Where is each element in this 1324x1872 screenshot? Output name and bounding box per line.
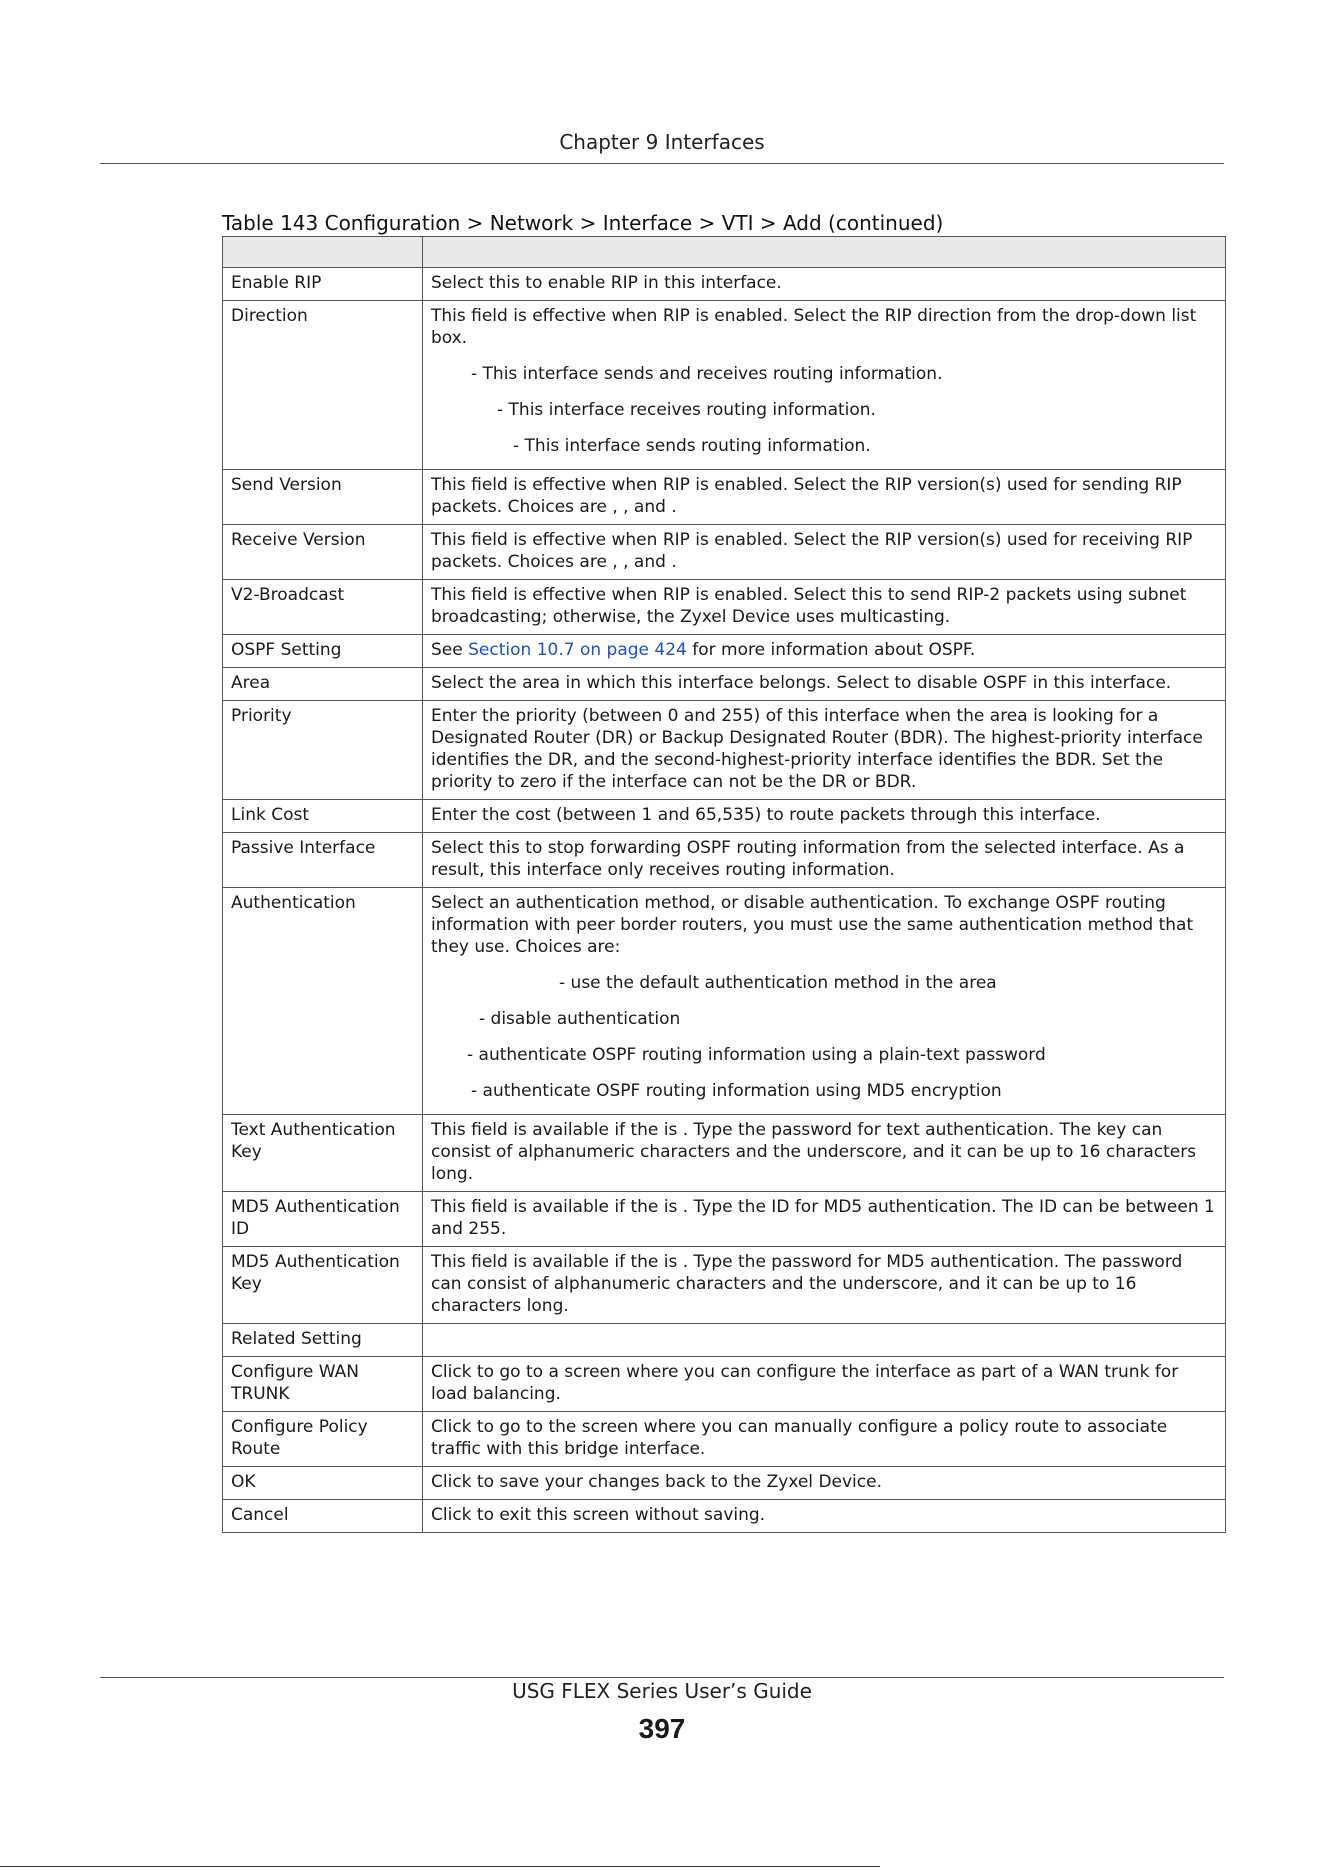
section-link[interactable]: Section 10.7 on page 424 [468, 640, 687, 660]
table-row [223, 1247, 1226, 1324]
row-description: This field is effective when RIP is enabled. Select this to send RIP-2 packets using subnet broadcasting; otherwise, the Zyxel Device uses multicasting. [423, 580, 1226, 635]
row-label: Cancel [223, 1500, 423, 1533]
row-label: Area [223, 668, 423, 701]
table-row [223, 470, 1226, 525]
row-description: This field is effective when RIP is enabled. Select the RIP version(s) used for sending RIP packets. Choices are , , and . [423, 470, 1226, 525]
chapter-header: Chapter 9 Interfaces [559, 130, 765, 154]
table-row [223, 800, 1226, 833]
row-label: Text Authentication Key [223, 1115, 423, 1192]
option-text: - This interface sends routing information. [513, 436, 871, 456]
row-label: Configure Policy Route [223, 1412, 423, 1467]
row-description [423, 1324, 1226, 1357]
option-text: - This interface receives routing information. [497, 400, 876, 420]
option-text: - authenticate OSPF routing information using a plain-text password [467, 1045, 1046, 1065]
bottom-edge-line [0, 1866, 880, 1867]
row-description: This field is available if the is . Type the password for MD5 authentication. The password can consist of alphanumeric characters and the underscore, and it can be up to 16 characters long. [423, 1247, 1226, 1324]
field-description-table [222, 236, 1226, 1533]
option-text: - use the default authentication method in the area [559, 973, 997, 993]
row-description: Click to save your changes back to the Zyxel Device. [423, 1467, 1226, 1500]
page-number: 397 [638, 1713, 686, 1744]
option-text: - authenticate OSPF routing information using MD5 encryption [471, 1081, 1002, 1101]
description-text: for more information about OSPF. [686, 640, 976, 660]
row-label: Passive Interface [223, 833, 423, 888]
row-label: Configure WAN TRUNK [223, 1357, 423, 1412]
table-row [223, 1500, 1226, 1533]
row-label: V2-Broadcast [223, 580, 423, 635]
table-row [223, 635, 1226, 668]
description-text: See [431, 640, 469, 660]
row-description: Select this to enable RIP in this interface. [423, 268, 1226, 301]
table-row [223, 1467, 1226, 1500]
row-description: This field is available if the is . Type the ID for MD5 authentication. The ID can be between 1 and 255. [423, 1192, 1226, 1247]
row-description: This field is available if the is . Type the password for text authentication. The key can consist of alphanumeric characters and the underscore, and it can be up to 16 characters long. [423, 1115, 1226, 1192]
row-description [423, 301, 1226, 470]
row-description [423, 635, 1226, 668]
table-row [223, 1357, 1226, 1412]
description-text: This field is effective when RIP is enabled. Select the RIP direction from the drop-down list box. [431, 306, 1197, 348]
table-header-row [223, 237, 1226, 268]
row-label: Related Setting [223, 1324, 423, 1357]
description-text: Select an authentication method, or disable authentication. To exchange OSPF routing information with peer border routers, you must use the same authentication method that they use. Choices are: [431, 893, 1194, 957]
header-divider [100, 163, 1224, 164]
row-label: Send Version [223, 470, 423, 525]
guide-title: USG FLEX Series User’s Guide [512, 1679, 812, 1703]
header-cell-label [223, 237, 423, 268]
row-label: Authentication [223, 888, 423, 1115]
table-row [223, 525, 1226, 580]
row-label: MD5 Authentication Key [223, 1247, 423, 1324]
table-row [223, 668, 1226, 701]
row-label: OK [223, 1467, 423, 1500]
row-label: Priority [223, 701, 423, 800]
row-label: Direction [223, 301, 423, 470]
row-description: Click to exit this screen without saving. [423, 1500, 1226, 1533]
table-row [223, 888, 1226, 1115]
row-label: OSPF Setting [223, 635, 423, 668]
row-label: Link Cost [223, 800, 423, 833]
row-description: Enter the priority (between 0 and 255) of this interface when the area is looking for a Designated Router (DR) or Backup Designated Router (BDR). The highest-priority interface identifies the DR, and the second-highest-priority interface identifies the BDR. Set the priority to zero if the interface can not be the DR or BDR. [423, 701, 1226, 800]
table-row [223, 833, 1226, 888]
table-row [223, 1115, 1226, 1192]
row-label: MD5 Authentication ID [223, 1192, 423, 1247]
table-caption: Table 143 Configuration > Network > Interface > VTI > Add (continued) [222, 211, 944, 235]
row-description: This field is effective when RIP is enabled. Select the RIP version(s) used for receiving RIP packets. Choices are , , and . [423, 525, 1226, 580]
footer-divider [100, 1677, 1224, 1678]
row-description: Select this to stop forwarding OSPF routing information from the selected interface. As a result, this interface only receives routing information. [423, 833, 1226, 888]
row-label: Enable RIP [223, 268, 423, 301]
row-description: Enter the cost (between 1 and 65,535) to route packets through this interface. [423, 800, 1226, 833]
row-description: Click to go to the screen where you can manually configure a policy route to associate traffic with this bridge interface. [423, 1412, 1226, 1467]
row-label: Receive Version [223, 525, 423, 580]
table-row [223, 1192, 1226, 1247]
table-row [223, 1324, 1226, 1357]
table-row [223, 580, 1226, 635]
table-row [223, 301, 1226, 470]
row-description: Select the area in which this interface belongs. Select to disable OSPF in this interface. [423, 668, 1226, 701]
option-text: - disable authentication [479, 1009, 681, 1029]
table-row [223, 701, 1226, 800]
row-description: Click to go to a screen where you can configure the interface as part of a WAN trunk for load balancing. [423, 1357, 1226, 1412]
table-row [223, 1412, 1226, 1467]
header-cell-description [423, 237, 1226, 268]
row-description [423, 888, 1226, 1115]
option-text: - This interface sends and receives routing information. [471, 364, 943, 384]
table-row [223, 268, 1226, 301]
